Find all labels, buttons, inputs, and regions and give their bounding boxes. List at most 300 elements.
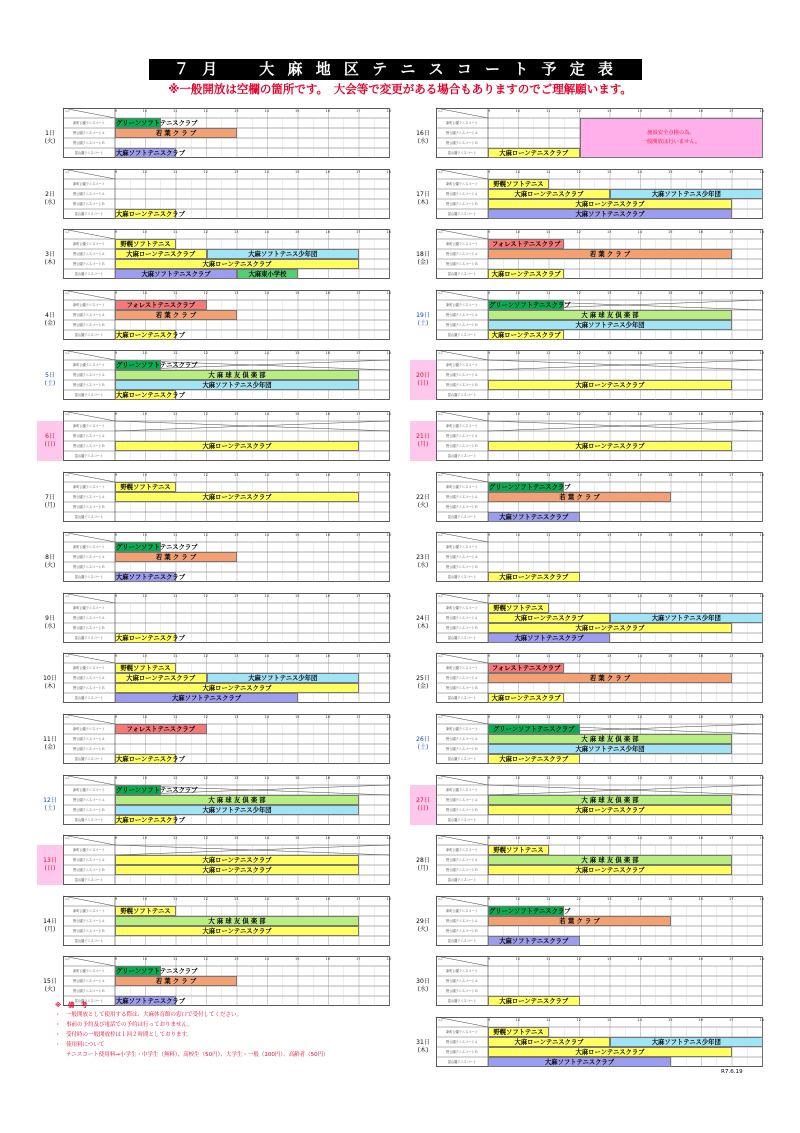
booking-bar: 若 葉 ク ラ ブ (488, 916, 671, 926)
hour-label: 10 (142, 472, 147, 477)
court-name: 野公園テニスコートＢ (446, 262, 478, 267)
day-weekday: (日) (44, 441, 56, 448)
hour-label: 14 (637, 351, 642, 356)
court-name: 新町公園テニスコート (73, 302, 105, 307)
court-name: 野公園テニスコートＡ (73, 918, 105, 923)
day-weekday: (木) (417, 1047, 429, 1054)
hour-label: 15 (668, 1018, 673, 1022)
day-block (410, 956, 763, 1006)
hour-label: 15 (295, 169, 300, 174)
court-grid (63, 229, 390, 279)
booking-bar: 大 麻 球 友 倶 楽 部 (115, 370, 359, 380)
closure-line: 施設安全点検の為、 (647, 130, 695, 136)
court-grid (436, 956, 763, 1006)
hour-label: 15 (295, 715, 300, 719)
day-weekday: (金) (44, 744, 56, 751)
court-name: 富山園テニスコート (74, 151, 104, 155)
hour-label: 9 (115, 230, 118, 235)
hour-label: 12 (203, 412, 208, 416)
booking-bar: 大麻ソフトテニスクラブ (488, 1057, 671, 1067)
hour-label: 18 (386, 412, 391, 416)
hour-label: 13 (607, 715, 612, 719)
hour-label: 17 (356, 412, 361, 416)
hour-label: 9 (488, 957, 491, 962)
booking-bar: フォレストテニスクラブ (115, 300, 207, 310)
court-grid (436, 350, 763, 400)
hour-label: 15 (295, 290, 300, 295)
hour-label: 12 (576, 1018, 581, 1022)
booking-bar: 大麻ソフトテニス少年団 (488, 744, 732, 754)
court-name: 野公園テニスコートＡ (73, 191, 105, 196)
court-name: 野公園テニスコートＡ (446, 858, 478, 863)
court-grid (436, 835, 763, 885)
court-name: 野公園テニスコートＡ (446, 312, 478, 317)
day-block (410, 653, 763, 703)
booking-bar: 野幌ソフトテニス (115, 663, 176, 673)
hour-label: 17 (356, 957, 361, 962)
day-date: 11日 (43, 736, 57, 743)
hour-label: 9 (115, 896, 118, 901)
booking-bar: 大麻ローンテニスクラブ (115, 683, 359, 693)
court-name: 野公園テニスコートＢ (73, 565, 105, 570)
booking-bar: 大麻ローンテニスクラブ (115, 259, 359, 269)
court-grid (436, 775, 763, 825)
hour-label: 18 (386, 775, 391, 780)
day-label (410, 906, 436, 946)
hour-label: 13 (607, 593, 612, 598)
court-grid (436, 472, 763, 522)
hour-label: 14 (264, 412, 269, 416)
hour-label: 15 (295, 654, 300, 659)
hour-label: 16 (698, 593, 703, 598)
hour-label: 16 (698, 290, 703, 295)
day-date: 30日 (416, 978, 430, 986)
booking-bar: 大 麻 球 友 倶 楽 部 (488, 855, 732, 865)
day-label (410, 360, 436, 400)
court-name: 野公園テニスコートＢ (73, 686, 105, 691)
booking-bar: 大 麻 球 友 倶 楽 部 (115, 795, 359, 805)
court-name: 野公園テニスコートＡ (73, 737, 105, 741)
day-block (410, 593, 763, 643)
court-name: 野公園テニスコートＢ (73, 928, 105, 933)
hour-label: 14 (637, 472, 642, 477)
hour-label: 18 (759, 109, 764, 113)
notice-text: ※一般開放は空欄の箇所です。 大会等で変更がある場合もありますのでご理解願います。 (168, 82, 632, 96)
court-name: 新町公園テニスコート (73, 242, 105, 247)
hour-label: 13 (234, 654, 239, 659)
hour-label: 9 (488, 654, 491, 659)
notes-heading: ※ 備 考 (55, 1001, 88, 1009)
court-name: 富山園テニスコート (74, 514, 104, 519)
day-block (410, 169, 763, 219)
court-caption: ｺｰﾄ (438, 593, 443, 598)
court-name: 野公園テニスコートＢ (73, 807, 105, 812)
hour-label: 12 (576, 412, 581, 416)
booking-bar: 大麻ソフトテニス少年団 (610, 1037, 763, 1047)
hour-label: 9 (115, 593, 118, 598)
court-grid (63, 532, 390, 582)
day-block (410, 532, 763, 582)
day-block (410, 714, 763, 764)
notes-item: ・ 使用料について (55, 1042, 105, 1048)
court-name: 新町公園テニスコート (73, 181, 105, 186)
hour-label: 15 (668, 715, 673, 719)
court-grid (436, 653, 763, 703)
court-name: 野公園テニスコートＡ (446, 494, 478, 499)
court-grid (436, 593, 763, 643)
notes-item: ・ 受付時の一般開放枠は１回２時間としております。 (55, 1032, 193, 1038)
booking-bar: 大麻ローンテニスクラブ (116, 756, 185, 763)
grid-line (63, 350, 118, 360)
court-caption: ｺｰﾄ (65, 896, 70, 901)
court-caption: ｺｰﾄ (65, 230, 70, 235)
court-name: 野公園テニスコートＡ (73, 312, 105, 317)
hour-label: 13 (607, 412, 612, 416)
court-name: 野公園テニスコートＢ (73, 383, 105, 388)
court-grid (63, 169, 390, 219)
day-date: 22日 (416, 493, 430, 501)
booking-bar: 大麻ローンテニスクラブ (488, 1037, 610, 1047)
court-grid (63, 653, 390, 703)
hour-label: 9 (115, 836, 118, 841)
day-weekday: (水) (417, 562, 429, 570)
booking-bar: 大麻ソフトテニスクラブ (116, 574, 186, 582)
day-weekday: (火) (44, 138, 56, 145)
court-grid (63, 956, 390, 1006)
court-name: 野公園テニスコートＡ (73, 979, 105, 984)
court-name: 新町公園テニスコート (446, 787, 478, 792)
day-block (37, 290, 390, 340)
court-name: 野公園テニスコートＢ (446, 928, 478, 933)
hour-label: 11 (173, 654, 178, 659)
hour-label: 11 (173, 957, 178, 962)
hour-label: 12 (203, 896, 208, 901)
hour-label: 11 (546, 715, 551, 719)
page-title: ７ 月 大 麻 地 区 テ ニ ス コ ー ト 予 定 表 (149, 59, 642, 80)
court-name: 野公園テニスコートＢ (73, 747, 105, 751)
court-name: 新町公園テニスコート (73, 787, 105, 792)
court-name: 新町公園テニスコート (73, 121, 105, 125)
booking-bar: 大麻ローンテニスクラブ (115, 673, 207, 683)
day-date: 25日 (416, 675, 430, 683)
hour-label: 17 (356, 290, 361, 295)
court-caption: ｺｰﾄ (65, 290, 70, 295)
day-date: 31日 (416, 1039, 430, 1046)
court-name: 野公園テニスコートＢ (73, 262, 105, 267)
hour-label: 10 (142, 109, 147, 113)
day-label (410, 542, 436, 582)
hour-label: 13 (607, 109, 612, 113)
hour-label: 14 (637, 1018, 642, 1022)
court-name: 富山園テニスコート (447, 272, 477, 277)
court-grid (436, 169, 763, 219)
hour-label: 12 (203, 169, 208, 174)
hour-label: 10 (142, 412, 147, 416)
booking-bar: 若 葉 ク ラ ブ (115, 128, 237, 138)
court-name: 富山園テニスコート (74, 878, 104, 883)
closure-notice (580, 118, 763, 158)
hour-label: 12 (576, 896, 581, 901)
court-name: 富山園テニスコート (447, 454, 477, 458)
hour-label: 9 (488, 109, 491, 113)
booking-bar: 大麻ソフトテニス少年団 (207, 249, 360, 259)
court-name: 富山園テニスコート (447, 575, 477, 580)
hour-label: 11 (546, 836, 551, 841)
hour-label: 13 (234, 109, 239, 113)
day-block (410, 411, 763, 461)
hour-label: 11 (546, 169, 551, 174)
booking-bar: 大麻ローンテニスクラブ (488, 441, 732, 451)
grid-line (436, 532, 491, 542)
booking-bar: 大麻ソフトテニス少年団 (207, 673, 360, 683)
court-name: 富山園テニスコート (447, 393, 477, 398)
booking-bar: 大麻ソフトテニス少年団 (115, 805, 359, 815)
court-name: 富山園テニスコート (74, 454, 104, 458)
hour-label: 16 (698, 109, 703, 113)
hour-label: 16 (698, 412, 703, 416)
hour-label: 9 (488, 169, 491, 174)
court-grid (63, 775, 390, 825)
hour-label: 12 (576, 836, 581, 841)
booking-bar: 野幌ソフトテニス (488, 845, 549, 855)
day-date: 14日 (43, 917, 57, 925)
day-label (410, 179, 436, 219)
hour-label: 15 (668, 230, 673, 235)
hour-label: 16 (325, 351, 330, 356)
court-name: 野公園テニスコートＢ (73, 322, 105, 327)
hour-label: 17 (729, 836, 734, 841)
court-caption: ｺｰﾄ (438, 472, 443, 477)
hour-label: 9 (115, 412, 118, 416)
hour-label: 12 (576, 472, 581, 477)
grid-line (436, 1017, 491, 1027)
hour-label: 13 (234, 169, 239, 174)
day-date: 10日 (43, 675, 57, 683)
hour-label: 11 (546, 109, 551, 113)
hour-label: 17 (356, 230, 361, 235)
hour-label: 18 (386, 593, 391, 598)
court-name: 新町公園テニスコート (446, 908, 478, 913)
day-weekday: (火) (44, 562, 56, 570)
court-name: 富山園テニスコート (447, 514, 477, 519)
court-name: 野公園テニスコートＡ (446, 131, 478, 135)
booking-bar: 大麻ローンテニスクラブ (488, 148, 580, 158)
court-name: 富山園テニスコート (447, 757, 477, 761)
court-name: 野公園テニスコートＢ (73, 868, 105, 873)
hour-label: 14 (637, 230, 642, 235)
booking-bar: 大麻ローンテニスクラブ (488, 693, 564, 703)
day-label (37, 845, 63, 885)
hour-label: 16 (698, 351, 703, 356)
day-date: 24日 (416, 614, 430, 622)
grid-line (436, 350, 491, 360)
booking-bar: 大麻ローンテニスクラブ (115, 865, 359, 875)
court-grid (63, 593, 390, 643)
day-date: 1日 (45, 130, 55, 137)
hour-label: 16 (698, 775, 703, 780)
hour-label: 18 (386, 472, 391, 477)
booking-bar: グリーンソフトテニスクラブ (116, 120, 198, 127)
hour-label: 17 (356, 593, 361, 598)
court-name: 野公園テニスコートＡ (446, 1040, 478, 1044)
booking-bar: フォレストテニスクラブ (488, 663, 564, 673)
court-name: 新町公園テニスコート (73, 424, 105, 428)
hour-label: 15 (295, 351, 300, 356)
court-name: 野公園テニスコートＢ (73, 444, 105, 448)
day-block (37, 472, 390, 522)
hour-label: 10 (142, 836, 147, 841)
hour-label: 11 (546, 351, 551, 356)
court-name: 野公園テニスコートＡ (446, 434, 478, 438)
court-caption: ｺｰﾄ (65, 654, 70, 659)
hour-label: 14 (264, 351, 269, 356)
hour-label: 9 (488, 836, 491, 841)
hour-label: 15 (295, 957, 300, 962)
hour-label: 9 (115, 351, 118, 356)
hour-label: 13 (607, 230, 612, 235)
notes-section (55, 1000, 400, 1060)
court-grid (63, 472, 390, 522)
hour-label: 11 (173, 290, 178, 295)
hour-label: 10 (142, 715, 147, 719)
court-name: 富山園テニスコート (447, 151, 477, 155)
hour-label: 14 (637, 957, 642, 962)
hour-label: 13 (234, 290, 239, 295)
hour-label: 14 (264, 957, 269, 962)
booking-bar: 大麻ローンテニスクラブ (116, 210, 185, 218)
booking-bar: 大麻ローンテニスクラブ (116, 816, 185, 824)
hour-label: 17 (729, 896, 734, 901)
hour-label: 11 (546, 230, 551, 235)
day-block (37, 835, 390, 885)
hour-label: 15 (668, 836, 673, 841)
court-name: 富山園テニスコート (74, 999, 104, 1004)
hour-label: 15 (295, 896, 300, 901)
hour-label: 16 (325, 896, 330, 901)
booking-bar: 大麻ローンテニスクラブ (115, 249, 207, 259)
court-name: 野公園テニスコートＢ (446, 383, 478, 388)
hour-label: 12 (576, 351, 581, 356)
hour-label: 10 (515, 593, 520, 598)
court-name: 富山園テニスコート (447, 211, 477, 216)
hour-label: 11 (546, 1018, 551, 1022)
hour-label: 11 (546, 533, 551, 538)
court-caption: ｺｰﾄ (438, 896, 443, 901)
day-date: 28日 (416, 857, 430, 865)
court-name: 野公園テニスコートＡ (446, 191, 478, 196)
hour-label: 10 (142, 775, 147, 780)
day-weekday: (月) (417, 865, 429, 873)
hour-label: 12 (203, 533, 208, 538)
court-name: 野公園テニスコートＡ (73, 434, 105, 438)
hour-label: 17 (729, 957, 734, 962)
court-name: 野公園テニスコートＢ (446, 989, 478, 994)
hour-label: 12 (203, 836, 208, 841)
hour-label: 17 (729, 654, 734, 659)
hour-label: 16 (325, 533, 330, 538)
court-name: 富山園テニスコート (447, 1060, 477, 1064)
hour-label: 11 (173, 836, 178, 841)
day-block (37, 169, 390, 219)
hour-label: 13 (607, 836, 612, 841)
court-name: 野公園テニスコートＢ (73, 201, 105, 206)
hour-label: 16 (698, 1018, 703, 1022)
court-caption: ｺｰﾄ (65, 109, 70, 113)
hour-label: 14 (637, 109, 642, 113)
day-weekday: (水) (44, 622, 56, 630)
hour-label: 11 (173, 533, 178, 538)
day-weekday: (水) (417, 138, 429, 145)
hour-label: 17 (729, 109, 734, 113)
hour-label: 12 (203, 593, 208, 598)
court-grid (436, 108, 763, 158)
booking-bar: 野幌ソフトテニス (488, 179, 549, 189)
hour-label: 11 (546, 654, 551, 659)
hour-label: 18 (759, 896, 764, 901)
court-caption: ｺｰﾄ (65, 715, 70, 719)
court-name: 新町公園テニスコート (73, 908, 105, 913)
day-date: 5日 (45, 372, 55, 380)
hour-label: 13 (607, 169, 612, 174)
document-date: R7.6.19 (721, 1069, 743, 1075)
hour-label: 17 (356, 836, 361, 841)
booking-bar: 大麻ソフトテニス少年団 (115, 380, 359, 390)
hour-label: 17 (729, 533, 734, 538)
hour-label: 18 (759, 654, 764, 659)
court-caption: ｺｰﾄ (438, 290, 443, 295)
hour-label: 15 (668, 351, 673, 356)
court-grid (63, 290, 390, 340)
hour-label: 16 (325, 412, 330, 416)
hour-label: 9 (115, 169, 118, 174)
court-caption: ｺｰﾄ (438, 169, 443, 174)
court-name: 野公園テニスコートＢ (446, 504, 478, 509)
hour-label: 14 (637, 412, 642, 416)
hour-label: 9 (488, 290, 491, 295)
court-caption: ｺｰﾄ (438, 715, 443, 719)
day-date: 3日 (45, 251, 55, 259)
day-date: 6日 (45, 433, 55, 440)
hour-label: 12 (203, 351, 208, 356)
booking-bar: 大麻ソフトテニス少年団 (610, 189, 763, 199)
court-grid (436, 229, 763, 279)
booking-bar: 野幌ソフトテニス (115, 239, 176, 249)
hour-label: 14 (637, 533, 642, 538)
day-date: 19日 (416, 311, 430, 319)
day-block (37, 653, 390, 703)
day-label (37, 239, 63, 279)
booking-bar: 若 葉 ク ラ ブ (115, 310, 237, 320)
day-weekday: (土) (417, 319, 429, 327)
day-block (37, 350, 390, 400)
hour-label: 18 (759, 230, 764, 235)
grid-line (436, 169, 491, 179)
hour-label: 18 (759, 290, 764, 295)
court-name: 野公園テニスコートＡ (73, 615, 105, 620)
grid-line (63, 896, 118, 906)
hour-label: 10 (515, 715, 520, 719)
hour-label: 14 (637, 896, 642, 901)
day-weekday: (木) (417, 198, 429, 206)
day-block (410, 229, 763, 279)
booking-bar: グリーンソフトテニスクラブ (116, 362, 198, 370)
booking-bar: 大麻ローンテニスクラブ (488, 199, 732, 209)
hour-label: 15 (668, 169, 673, 174)
hour-label: 17 (729, 169, 734, 174)
court-name: 新町公園テニスコート (446, 969, 478, 974)
grid-line (436, 775, 491, 785)
hour-label: 16 (698, 230, 703, 235)
